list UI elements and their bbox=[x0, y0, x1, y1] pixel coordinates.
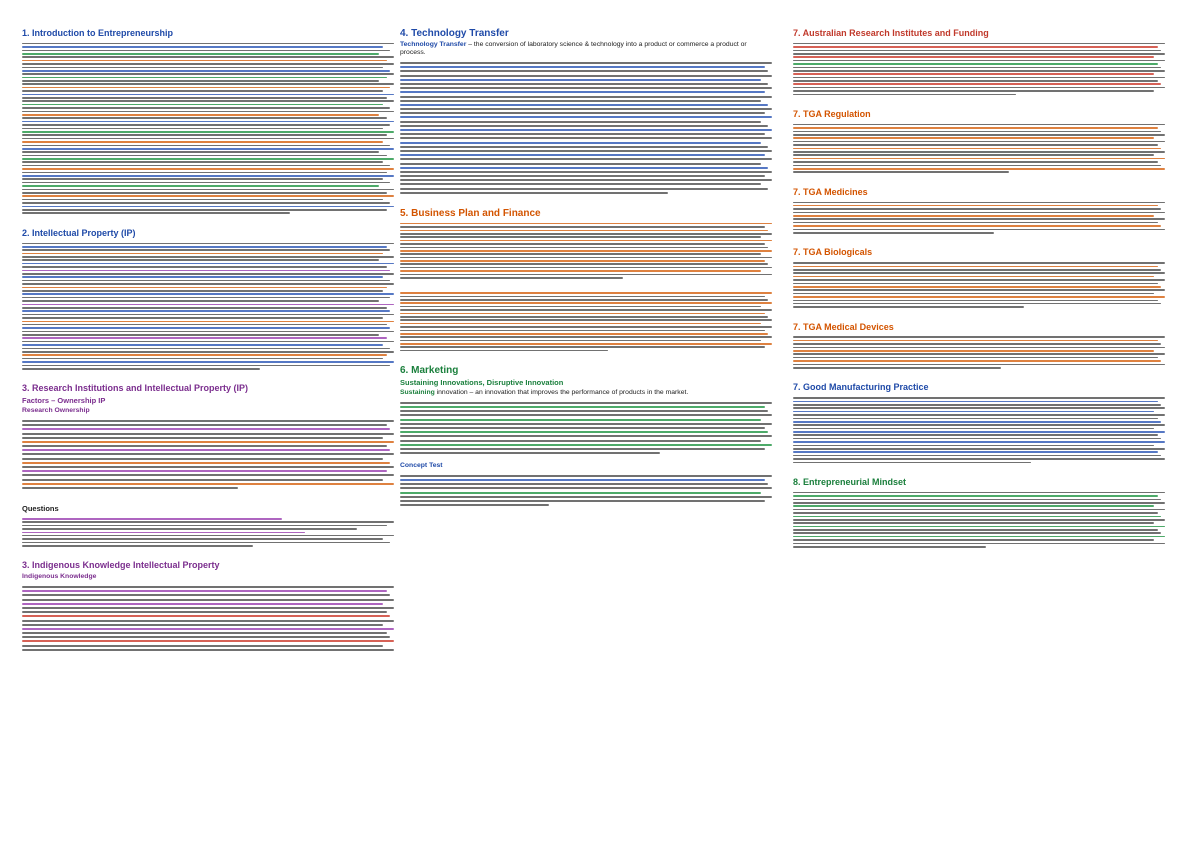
section-business-plan bbox=[400, 208, 772, 353]
unreadable-text-block bbox=[793, 200, 1165, 236]
section-tga-regulation bbox=[793, 109, 1165, 175]
left-column bbox=[22, 28, 394, 818]
section-indigenous-knowledge bbox=[22, 560, 394, 653]
section-title: 3. Indigenous Knowledge Intellectual Property bbox=[22, 560, 220, 571]
unreadable-text-block bbox=[793, 335, 1165, 371]
section-technology-transfer bbox=[400, 28, 772, 196]
section-introduction bbox=[22, 28, 394, 216]
unreadable-text-block bbox=[22, 41, 394, 216]
section-title: 1. Introduction to Entrepreneurship bbox=[22, 28, 174, 38]
right-column bbox=[793, 28, 1165, 818]
unreadable-text-block bbox=[400, 60, 772, 196]
section-marketing bbox=[400, 365, 772, 508]
section-title: 5. Business Plan and Finance bbox=[400, 208, 541, 219]
section-lead: Indigenous Knowledge bbox=[22, 573, 97, 581]
unreadable-text-block bbox=[400, 473, 772, 509]
section-title: 7. Australian Research Institutes and Funding bbox=[793, 28, 989, 38]
middle-column bbox=[400, 28, 772, 828]
section-title: 8. Entrepreneurial Mindset bbox=[793, 476, 907, 487]
section-entrepreneurial-mindset bbox=[793, 477, 1165, 549]
section-title: 7. TGA Regulation bbox=[793, 109, 871, 120]
section-tga-biologicals bbox=[793, 247, 1165, 309]
unreadable-text-block bbox=[793, 395, 1165, 465]
section-tga-medical-devices bbox=[793, 322, 1165, 371]
unreadable-text-block bbox=[400, 221, 772, 353]
section-research-funding bbox=[793, 28, 1165, 97]
section-title: 6. Marketing bbox=[400, 365, 459, 377]
section-title: 7. TGA Medical Devices bbox=[793, 321, 894, 332]
section-title: 7. TGA Biologicals bbox=[793, 247, 873, 258]
unreadable-text-block bbox=[793, 260, 1165, 309]
section-lead: Technology Transfer – the conversion of laboratory science & technology into a product or commerce a product or process. bbox=[400, 41, 747, 57]
section-title: 7. TGA Medicines bbox=[793, 186, 868, 197]
unreadable-text-block bbox=[22, 516, 394, 548]
unreadable-text-block bbox=[400, 400, 772, 457]
section-good-manufacturing-practice bbox=[793, 382, 1165, 465]
section-subtitle: Factors – Ownership IP bbox=[22, 396, 106, 406]
section-research-institutions bbox=[22, 383, 394, 491]
unreadable-text-block bbox=[22, 584, 394, 653]
section-tga-medicines bbox=[793, 187, 1165, 236]
section-subtitle: Sustaining Innovations, Disruptive Innovation bbox=[400, 378, 564, 388]
unreadable-text-block bbox=[22, 241, 394, 372]
section-title: 3. Research Institutions and Intellectual Property (IP) bbox=[22, 383, 249, 394]
unreadable-text-block bbox=[793, 122, 1165, 175]
section-lead: Research Ownership bbox=[22, 407, 90, 415]
section-title: Questions bbox=[22, 504, 59, 514]
section-lead: Sustaining innovation – an innovation that improves the performance of products in the market. bbox=[400, 389, 689, 397]
section-title: 4. Technology Transfer bbox=[400, 28, 509, 39]
unreadable-text-block bbox=[22, 418, 394, 491]
section-title: 2. Intellectual Property (IP) bbox=[22, 227, 136, 238]
unreadable-text-block bbox=[793, 41, 1165, 97]
section-intellectual-property bbox=[22, 228, 394, 372]
section-questions bbox=[22, 503, 394, 548]
concept-test-lead: Concept Test bbox=[400, 462, 443, 470]
unreadable-text-block bbox=[793, 490, 1165, 549]
section-title: 7. Good Manufacturing Practice bbox=[793, 382, 929, 393]
